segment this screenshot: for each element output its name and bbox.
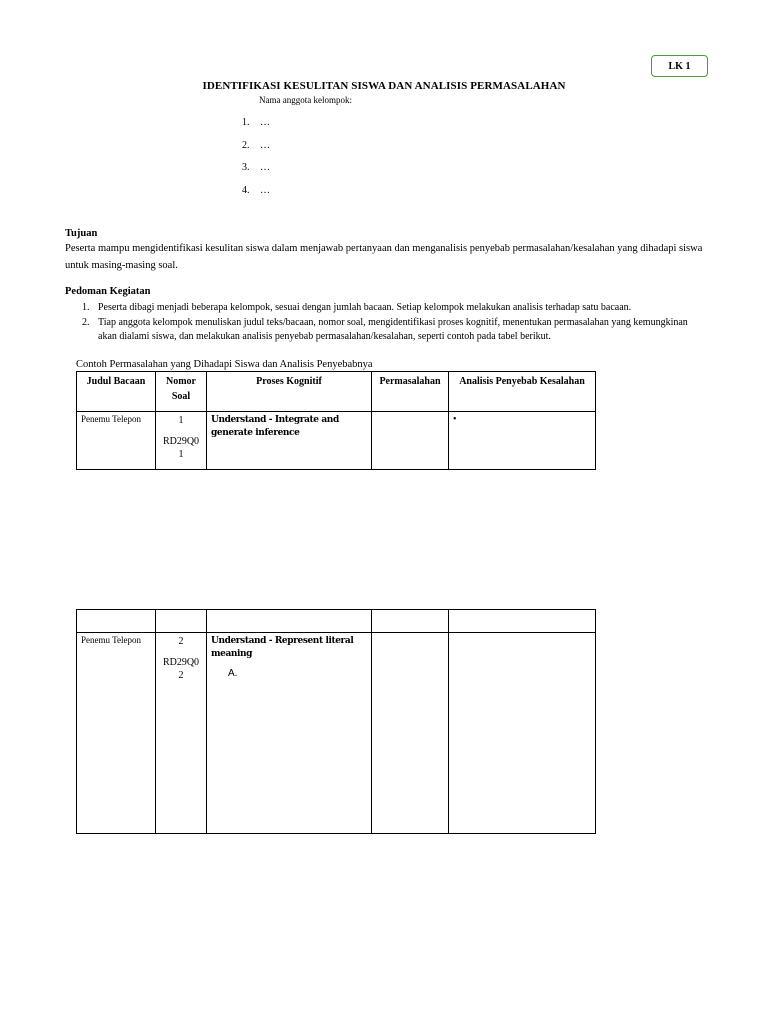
worksheet-badge: LK 1 <box>651 55 708 77</box>
cell-nomor: 1 RD29Q0 1 <box>156 412 207 470</box>
list-item: 3. … <box>242 162 270 173</box>
cell-permasalahan <box>372 412 449 470</box>
work-table <box>76 609 596 834</box>
members-list <box>242 117 270 207</box>
pedoman-heading: Pedoman Kegiatan <box>65 286 151 297</box>
table-header-row <box>77 372 596 412</box>
table-row <box>77 412 596 470</box>
answer-option: A. <box>228 668 238 679</box>
pedoman-list <box>82 301 692 345</box>
cell-proses: Understand - Represent literal meaning A. <box>207 633 372 834</box>
list-item: 2. Tiap anggota kelompok menuliskan judul teks/bacaan, nomor soal, mengidentifikasi proses kognitif, menentukan permasalahan yang kemungkinan akan dialami siswa, dan melakukan analisis penyebab permasalahan/kesalahan, seperti contoh pada tabel berikut. <box>82 316 688 342</box>
table-row <box>77 633 596 834</box>
cell-judul: Penemu Telepon <box>77 412 156 470</box>
page-title: IDENTIFIKASI KESULITAN SISWA DAN ANALISIS PERMASALAHAN <box>202 80 566 92</box>
tujuan-heading: Tujuan <box>65 228 98 239</box>
list-item: 1. … <box>242 117 270 128</box>
header-proses: Proses Kognitif <box>207 372 372 412</box>
list-item: 1. Peserta dibagi menjadi beberapa kelompok, sesuai dengan jumlah bacaan. Setiap kelompok melakukan analisis terhadap satu bacaan. <box>82 302 632 313</box>
table-caption: Contoh Permasalahan yang Dihadapi Siswa dan Analisis Penyebabnya <box>76 359 373 370</box>
header-nomor: Nomor Soal <box>156 372 207 412</box>
cell-analisis: • <box>449 412 596 470</box>
header-permasalahan: Permasalahan <box>372 372 449 412</box>
members-label: Nama anggota kelompok: <box>259 95 352 105</box>
cell-nomor: 2 RD29Q0 2 <box>156 633 207 834</box>
cell-proses: Understand - Integrate and generate inference <box>207 412 372 470</box>
example-table <box>76 371 596 470</box>
table-header-row <box>77 610 596 633</box>
list-item: 2. … <box>242 139 270 151</box>
header-judul: Judul Bacaan <box>77 372 156 412</box>
list-item: 4. … <box>242 184 270 196</box>
cell-analisis <box>449 633 596 834</box>
tujuan-text: Peserta mampu mengidentifikasi kesulitan siswa dalam menjawab pertanyaan dan menganalisis penyebab permasalahan/kesalahan yang dihadapi siswa untuk masing-masing soal. <box>65 243 703 271</box>
header-analisis: Analisis Penyebab Kesalahan <box>449 372 596 412</box>
cell-permasalahan <box>372 633 449 834</box>
cell-judul: Penemu Telepon <box>77 633 156 834</box>
